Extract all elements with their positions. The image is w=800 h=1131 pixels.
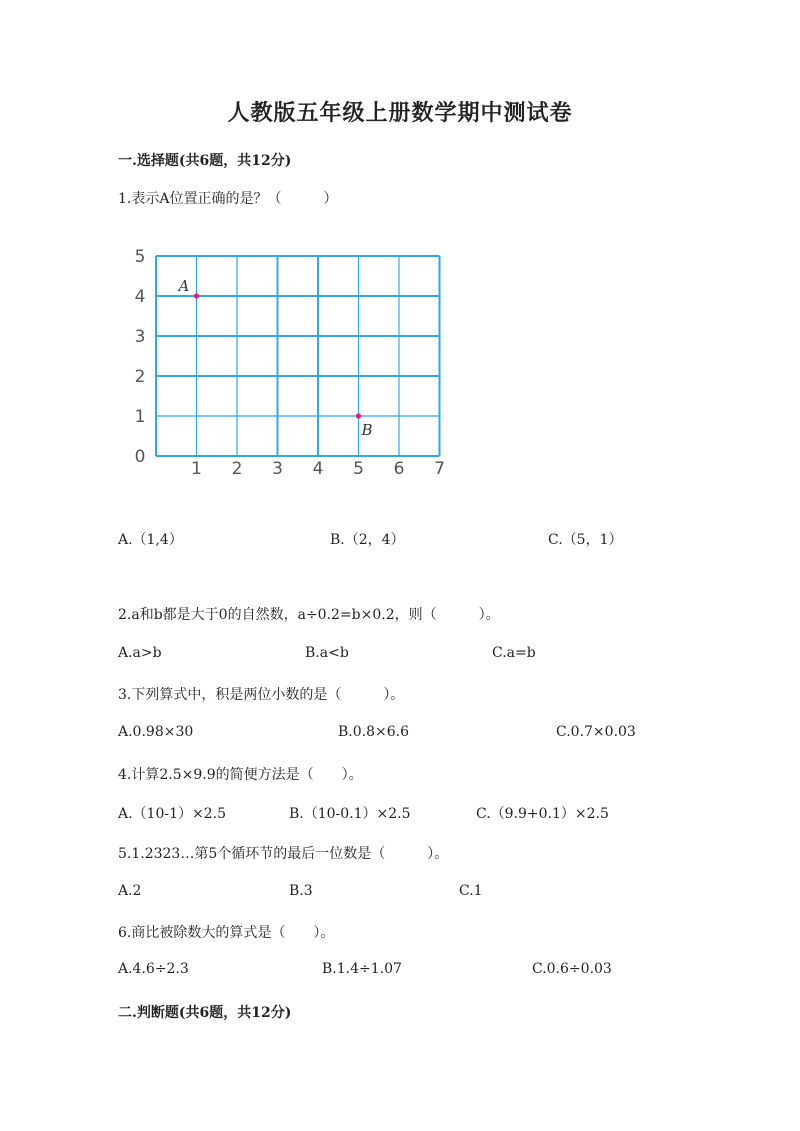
question-6-option-c[interactable]: C.0.6÷0.03	[532, 961, 612, 977]
x-axis-tick-label: 3	[272, 459, 283, 479]
question-1-stem: 1.表示A位置正确的是？（ ）	[118, 191, 338, 207]
question-5-option-b[interactable]: B.3	[289, 883, 313, 899]
point-a-marker	[194, 293, 199, 298]
x-axis-tick-label: 4	[312, 459, 324, 479]
question-3-stem: 3.下列算式中，积是两位小数的是（ ）。	[118, 687, 405, 703]
coordinate-grid-figure	[118, 236, 458, 486]
question-2-option-c[interactable]: C.a=b	[492, 645, 536, 661]
y-axis-tick-label: 0	[134, 447, 146, 467]
question-4-option-b[interactable]: B.（10-0.1）×2.5	[289, 806, 411, 822]
question-6-stem: 6.商比被除数大的算式是（ ）。	[118, 925, 335, 941]
question-3-option-b[interactable]: B.0.8×6.6	[338, 724, 409, 740]
question-2-option-a[interactable]: A.a>b	[118, 645, 162, 661]
question-5-option-c[interactable]: C.1	[459, 883, 483, 899]
x-axis-tick-label: 6	[393, 459, 405, 479]
question-5-option-a[interactable]: A.2	[118, 883, 142, 899]
section-heading-choice: 一.选择题(共6题，共12分)	[118, 153, 292, 169]
question-4-option-a[interactable]: A.（10-1）×2.5	[118, 806, 227, 822]
section-heading-judgement: 二.判断题(共6题，共12分)	[118, 1005, 292, 1021]
question-6-option-b[interactable]: B.1.4÷1.07	[322, 961, 402, 977]
y-axis-tick-label: 2	[134, 367, 146, 387]
question-4-option-c[interactable]: C.（9.9+0.1）×2.5	[476, 806, 609, 822]
question-1-option-c[interactable]: C.（5，1）	[548, 532, 623, 548]
y-axis-tick-label: 4	[134, 287, 146, 307]
y-axis-tick-label: 1	[134, 407, 146, 427]
question-3-option-a[interactable]: A.0.98×30	[118, 724, 194, 740]
question-1-option-b[interactable]: B.（2，4）	[330, 532, 405, 548]
question-5-stem: 5.1.2323…第5个循环节的最后一位数是（ ）。	[118, 846, 449, 862]
question-2-option-b[interactable]: B.a<b	[305, 645, 349, 661]
x-axis-tick-label: 1	[191, 459, 202, 479]
page-title: 人教版五年级上册数学期中测试卷	[227, 100, 573, 126]
x-axis-tick-label: 2	[231, 459, 243, 479]
point-b-label: B	[361, 421, 373, 439]
point-a-label: A	[178, 277, 190, 295]
x-axis-tick-label: 5	[353, 459, 364, 479]
question-3-option-c[interactable]: C.0.7×0.03	[556, 724, 636, 740]
question-6-option-a[interactable]: A.4.6÷2.3	[118, 961, 189, 977]
question-1-option-a[interactable]: A.（1,4）	[118, 532, 183, 548]
y-axis-tick-label: 5	[134, 247, 146, 267]
question-4-stem: 4.计算2.5×9.9的简便方法是（ ）。	[118, 767, 363, 783]
y-axis-tick-label: 3	[134, 327, 146, 347]
question-2-stem: 2.a和b都是大于0的自然数，a÷0.2=b×0.2，则（ ）。	[118, 607, 500, 623]
point-b-marker	[356, 413, 361, 418]
x-axis-tick-label: 7	[434, 459, 445, 479]
